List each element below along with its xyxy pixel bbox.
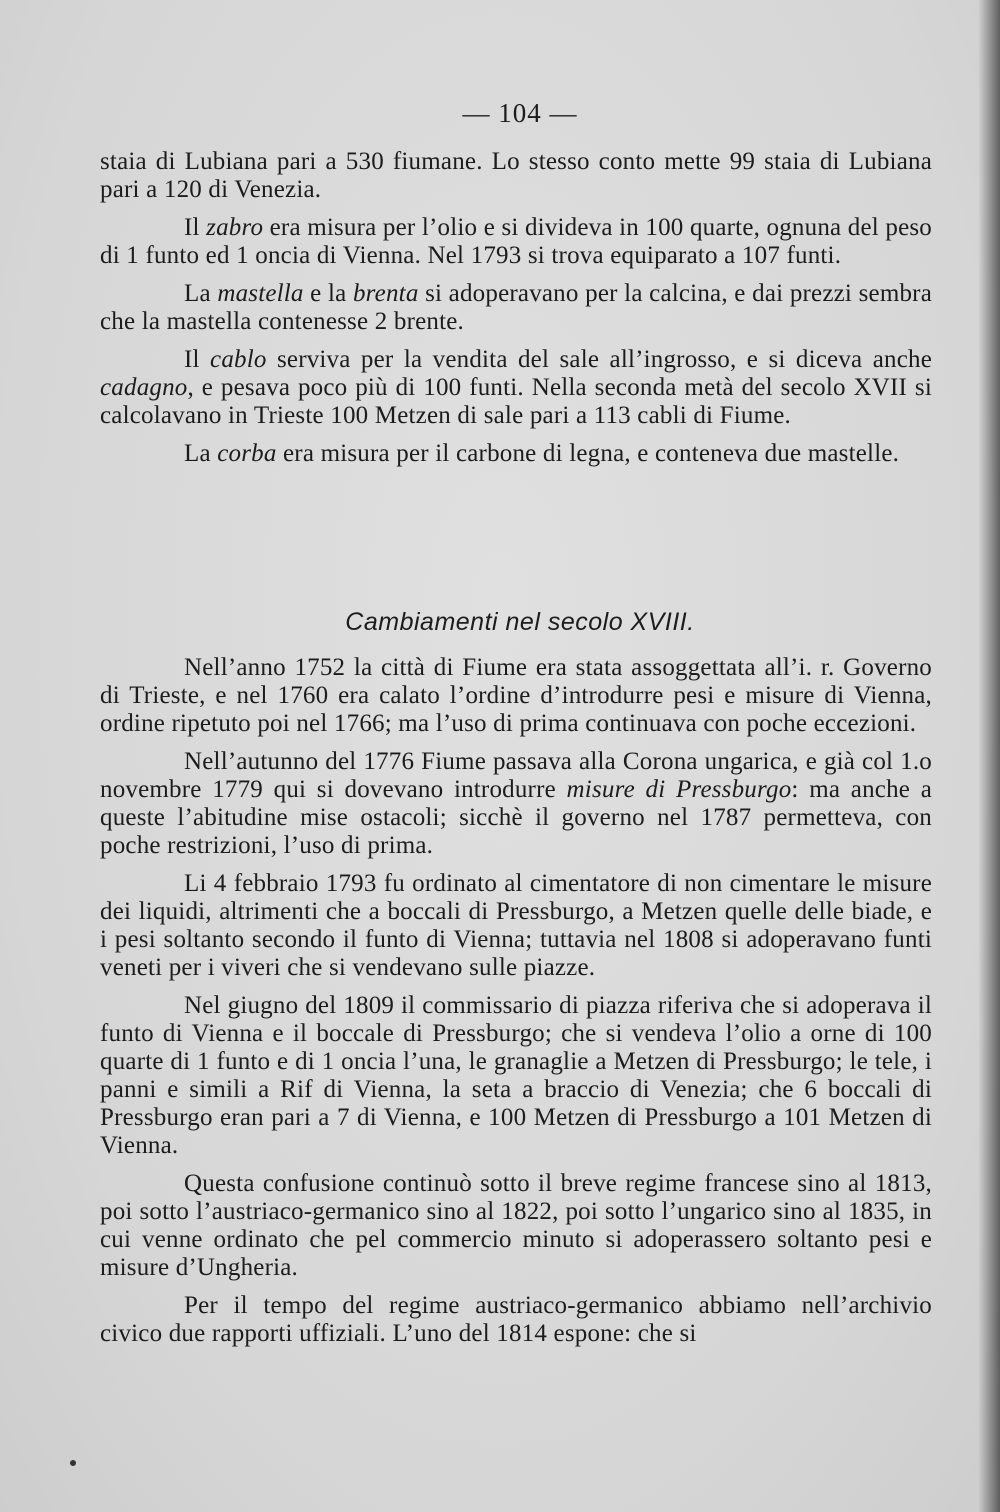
paragraph (100, 280, 932, 336)
page-edge-shadow (978, 0, 1000, 1512)
text-run: era misura per il carbone di legna, e conteneva due mastelle. (276, 440, 900, 467)
text-run: Li 4 febbraio 1793 fu ordinato al cimentatore di non cimentare le misure dei liquidi, altrimenti che a boccali di Pressburgo, a Metzen quelle delle biade, e i pesi soltanto secondo il funto di Vienna; tuttavia nel 1808 si adoperavano funti veneti per i viveri che si vendevano sulle piazze. (100, 870, 932, 981)
italic-term: corba (217, 440, 277, 467)
page-number: — 104 — (462, 98, 578, 128)
text-run: : ma anche a queste l’abitudine mise ostacoli; sicchè il governo nel 1787 permetteva, con poche restrizioni, l’uso di prima. (100, 776, 932, 859)
text-run: staia di Lubiana pari a 530 fiumane. Lo stesso conto mette 99 staia di Lubiana pari a 120 di Venezia. (100, 148, 932, 203)
italic-term: misure di Pressburgo (566, 776, 792, 803)
paragraph (100, 346, 932, 430)
text-run: , e pesava poco più di 100 funti. Nella seconda metà del secolo XVII si calcolavano in Trieste 100 Metzen di sale pari a 113 cabli di Fiume. (100, 374, 932, 429)
text-run: Il (184, 346, 211, 373)
italic-term: cadagno (100, 374, 188, 401)
text-run: serviva per la vendita del sale all’ingrosso, e si diceva anche (266, 346, 932, 373)
italic-term: brenta (352, 280, 419, 307)
paragraph (100, 148, 932, 204)
text-run: La (184, 280, 218, 307)
ink-speck (70, 1460, 76, 1466)
text-run: Nel giugno del 1809 il commissario di piazza riferiva che si adoperava il funto di Vienna e il boccale di Pressburgo; che si vendeva l’olio a orne di 100 quarte di 1 funto e di 1 oncia l’una, le granaglie a Metzen di Pressburgo; le tele, i panni e simili a Rif di Vienna, la seta a braccio di Venezia; che 6 boccali di Pressburgo eran pari a 7 di Vienna, e 100 Metzen di Pressburgo a 101 Metzen di Vienna. (100, 992, 932, 1159)
paragraph (100, 870, 932, 982)
text-run: Questa confusione continuò sotto il breve regime francese sino al 1813, poi sotto l’austriaco-germanico sino al 1822, poi sotto l’ungarico sino al 1835, in cui venne ordinato che pel commercio minuto si adoperassero soltanto pesi e misure d’Ungheria. (100, 1170, 932, 1281)
paragraph (100, 992, 932, 1160)
italic-term: zabro (206, 214, 264, 241)
text-run: Il (184, 214, 207, 241)
paragraph (100, 748, 932, 860)
text-block-bottom (100, 654, 932, 1348)
italic-term: cablo (210, 346, 267, 373)
section-heading: Cambiamenti nel secolo XVIII. (345, 608, 695, 636)
paragraph (100, 1170, 932, 1282)
paragraph (100, 654, 932, 738)
italic-term: mastella (217, 280, 304, 307)
paragraph (100, 440, 932, 468)
text-run: Nell’anno 1752 la città di Fiume era stata assoggettata all’i. r. Governo di Trieste, e nel 1760 era calato l’ordine d’introdurre pesi e misure di Vienna, ordine ripetuto poi nel 1766; ma l’uso di prima continuava con poche eccezioni. (100, 654, 932, 737)
text-block-top (100, 148, 932, 468)
text-run: La (184, 440, 218, 467)
paragraph (100, 214, 932, 270)
paragraph (100, 1292, 932, 1348)
text-run: era misura per l’olio e si divideva in 100 quarte, ognuna del peso di 1 funto ed 1 oncia di Vienna. Nel 1793 si trova equiparato a 107 funti. (100, 214, 933, 269)
text-run: e la (303, 280, 353, 307)
text-run: Per il tempo del regime austriaco-germanico abbiamo nell’archivio civico due rapporti uffiziali. L’uno del 1814 espone: che si (100, 1292, 932, 1347)
text-run: Nell’autunno del 1776 Fiume passava alla Corona ungarica, e già col 1.o novembre 1779 qui si dovevano introdurre (100, 748, 932, 803)
text-run: si adoperavano per la calcina, e dai prezzi sembra che la mastella contenesse 2 brente. (100, 280, 933, 335)
